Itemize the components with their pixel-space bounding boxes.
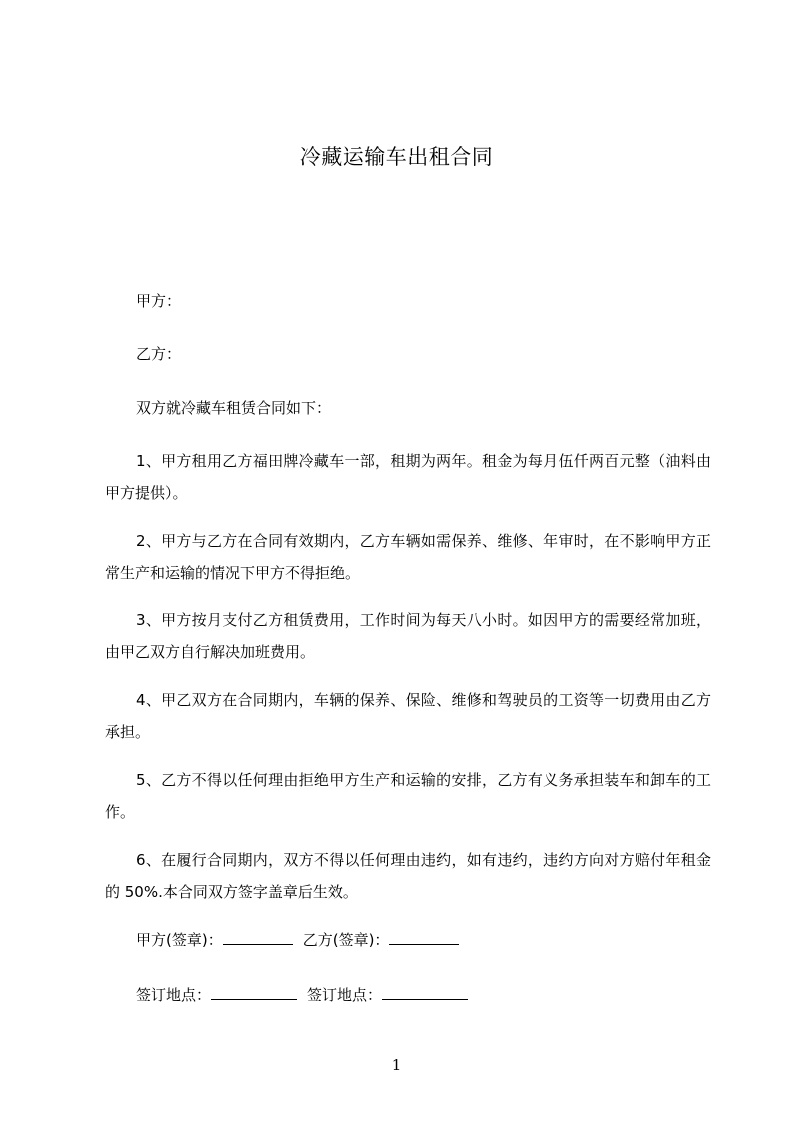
party-b-sign-line bbox=[389, 930, 459, 945]
place-b-label: 签订地点： bbox=[307, 986, 383, 1004]
clause-2: 2、甲方与乙方在合同有效期内，乙方车辆如需保养、维修、年审时，在不影响甲方正常生产和运输的情况下甲方不得拒绝。 bbox=[105, 532, 711, 582]
page-number: 1 bbox=[391, 1056, 402, 1074]
party-a-sign-label: 甲方(签章)： bbox=[136, 931, 223, 949]
signing-place-row bbox=[136, 984, 468, 1006]
clause-3: 3、甲方按月支付乙方租赁费用，工作时间为每天八小时。如因甲方的需要经常加班，由甲乙双方自行解决加班费用。 bbox=[105, 611, 711, 661]
party-a-sign-line bbox=[223, 930, 293, 945]
clause-5: 5、乙方不得以任何理由拒绝甲方生产和运输的安排，乙方有义务承担装车和卸车的工作。 bbox=[105, 771, 711, 821]
clause-6: 6、在履行合同期内，双方不得以任何理由违约，如有违约，违约方向对方赔付年租金的 50%.本合同双方签字盖章后生效。 bbox=[105, 851, 711, 901]
party-a-label: 甲方： bbox=[136, 292, 182, 310]
signature-row bbox=[136, 929, 459, 951]
place-a-line bbox=[211, 985, 297, 1000]
party-b-sign-label: 乙方(签章)： bbox=[302, 931, 390, 949]
place-a-label: 签订地点： bbox=[136, 986, 212, 1004]
party-b-label: 乙方： bbox=[136, 345, 182, 363]
contract-intro: 双方就冷藏车租赁合同如下： bbox=[136, 399, 332, 417]
document-title: 冷藏运输车出租合同 bbox=[299, 145, 494, 169]
place-b-line bbox=[382, 985, 468, 1000]
clause-4: 4、甲乙双方在合同期内，车辆的保养、保险、维修和驾驶员的工资等一切费用由乙方承担。 bbox=[105, 691, 711, 741]
clause-1: 1、甲方租用乙方福田牌冷藏车一部，租期为两年。租金为每月伍仟两百元整（油料由甲方提供）。 bbox=[105, 452, 711, 502]
